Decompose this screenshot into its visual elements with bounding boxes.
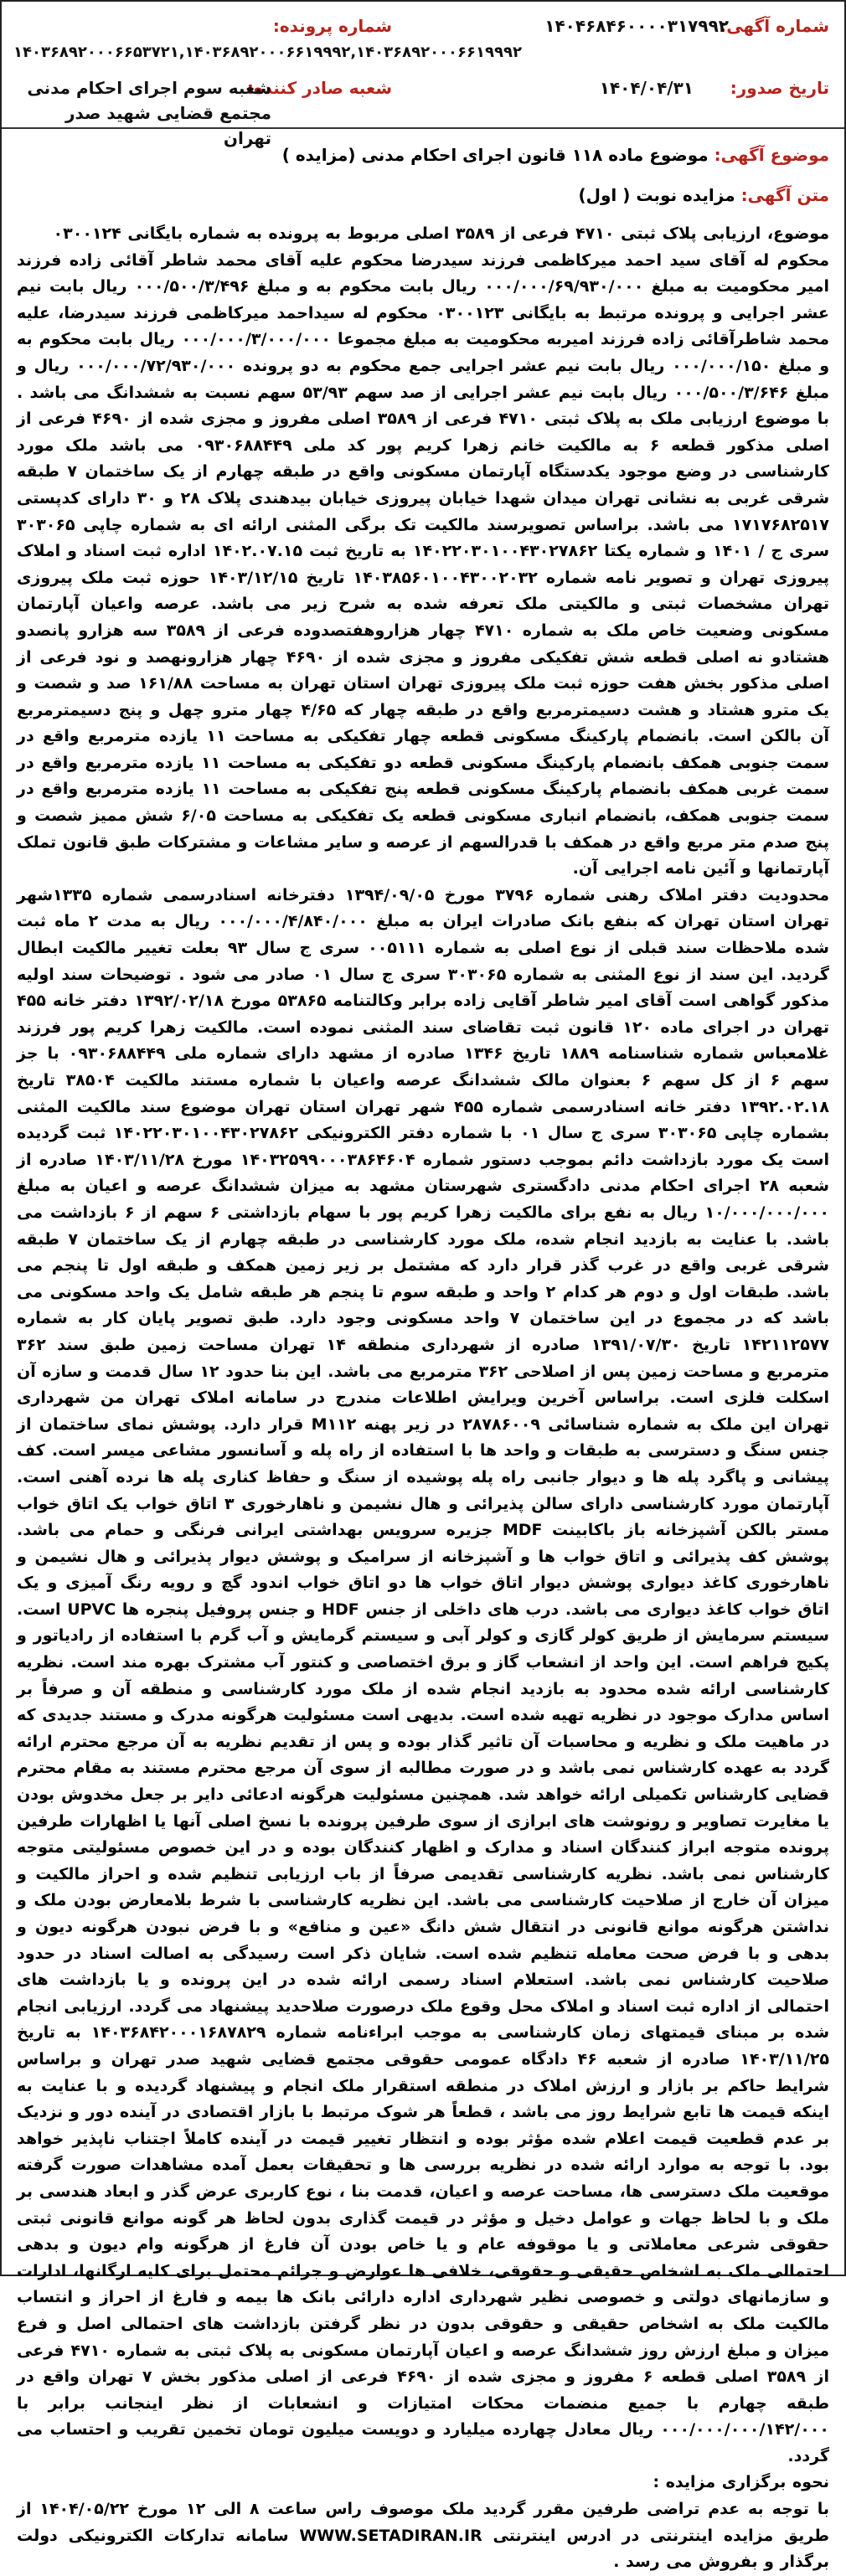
issue-date-value: ۱۴۰۴/۰۴/۳۱ bbox=[599, 78, 694, 98]
issue-date-label: تاریخ صدور: bbox=[730, 78, 829, 98]
subject-line bbox=[17, 141, 829, 169]
body-paragraph-judgment: محکوم له آقای سید احمد میرکاظمی فرزند سیدرضا محکوم علیه آقای محمد شاطر آقائی زاده فرزند امیر محکومیت به مبلغ ۰۰۰/۰۰۰/۶۹/۹۳۰/۰۰۰ ریال بابت محکوم به و مبلغ ۰۰۰/۵۰۰/۳/۴۹۶ ریال بابت نیم عشر اجرایی و پرونده مرتبط به بایگانی ۰۳۰۰۱۲۳ محکوم له سیداحمد میرکاظمی فرزند سیدرضا، علیه محمد شاطرآقائی زاده فرزند امیربه محکومیت به مبلغ مجموعا ۰۰۰/۰۰۰/۳/۰۰۰/۰۰۰ ریال بابت محکوم به و مبلغ ۰۰۰/۰۰۰/۱۵۰ ریال بابت نیم عشر اجرایی جمع محکوم به دو پرونده ۰۰۰/۰۰۰/۷۲/۹۳۰/۰۰۰ ریال و مبلغ ۰۰۰/۵۰۰/۳/۶۴۶ ریال بابت نیم عشر اجرایی از صد سهم ۵۳/۹۳ سهم نسبت به ششدانگ می باشد . با موضوع ارزیابی ملک به پلاک ثبتی ۴۷۱۰ فرعی از ۳۵۸۹ اصلی مفروز و مجزی شده از ۴۶۹۰ فرعی از اصلی مذکور قطعه ۶ به مالکیت خانم زهرا کریم پور کد ملی ۰۹۳۰۶۸۸۴۴۹ می باشد ملک مورد کارشناسی در وضع موجود یکدستگاه آپارتمان مسکونی واقع در طبقه چهارم از یک ساختمان ۷ طبقه شرقی غربی به نشانی تهران میدان شهدا خیابان پیروزی خیابان بیدهندی پلاک ۲۸ و ۳۰ دارای کدپستی ۱۷۱۷۶۸۲۵۱۷ می باشد. براساس تصویرسند مالکیت تک برگی المثنی ارائه ای به شماره چاپی ۳۰۳۰۶۵ سری ج / ۱۴۰۱ و شماره یکتا ۱۴۰۲۲۰۳۰۱۰۰۴۳۰۲۷۸۶۲ به تاریخ ثبت ۱۴۰۲.۰۷.۱۵ اداره ثبت اسناد و املاک پیروزی تهران و تصویر نامه شماره ۱۴۰۳۸۵۶۰۱۰۰۴۳۰۰۲۰۳۲ تاریخ ۱۴۰۳/۱۲/۱۵ حوزه ثبت ملک پیروزی تهران مشخصات ثبتی و مالکیتی ملک تعرفه شده به شرح زیر می باشد. عرصه واعیان آپارتمان مسکونی وضعیت خاص ملک به شماره ۴۷۱۰ چهار هزاروهفتصدوده فرعی از ۳۵۸۹ سه هزارو پانصدو هشتادو نه اصلی قطعه شش تفکیکی مفروز و مجزی شده از ۴۶۹۰ چهار هزارونهصد و نود فرعی از اصلی مذکور بخش هفت حوزه ثبت ملک پیروزی تهران استان تهران به مساحت ۱۶۱/۸۸ صد و شصت و یک مترو هشتاد و هشت دسیمترمربع واقع در طبقه چهار که ۴/۶۵ چهار مترو چهل و پنج دسیمترمربع آن بالکن است. بانضمام پارکینگ مسکونی قطعه چهار تفکیکی به مساحت ۱۱ یازده مترمربع واقع در سمت جنوبی همکف بانضمام پارکینگ مسکونی قطعه دو تفکیکی به مساحت ۱۱ یازده مترمربع واقع در سمت غربی همکف بانضمام پارکینگ مسکونی قطعه پنج تفکیکی به مساحت ۱۱ یازده مترمربع واقع در سمت جنوبی همکف، بانضمام انباری مسکونی قطعه یک تفکیکی به مساحت ۶/۰۵ شش ممیز شصت و پنج صدم متر مربع واقع در همکف با قدرالسهم از عرصه و سایر مشاعات و مشترکات طبق قانون تملک آپارتمانها و آئین نامه اجرایی آن. bbox=[17, 250, 830, 878]
ad-number-value: ۱۴۰۴۶۸۴۶۰۰۰۰۳۱۷۹۹۲ bbox=[544, 16, 729, 36]
case-number-value: ۱۴۰۳۶۸۹۲۰۰۰۶۶۵۳۷۲۱,۱۴۰۳۶۸۹۲۰۰۰۶۶۱۹۹۹۲,۱۴۰۳۶۸۹۲۰۰۰۶۶۱۹۹۹۲ bbox=[13, 44, 522, 61]
issuing-branch-label: شعبه صادر کننده: bbox=[246, 78, 392, 98]
case-number-label: شماره پرونده: bbox=[272, 16, 392, 36]
auction-method-title: نحوه برگزاری مزایده : bbox=[653, 2473, 829, 2492]
body-paragraph-assessment: محدودیت دفتر املاک رهنی شماره ۳۷۹۶ مورخ ۱۳۹۴/۰۹/۰۵ دفترخانه اسنادرسمی شماره ۱۳۳۵شهر تهران استان تهران که بنفع بانک صادرات ایران به مبلغ ۰۰۰/۰۰۰/۴/۸۴۰/۰۰۰ ریال به مدت ۲ ماه ثبت شده ملاحظات سند قبلی از نوع اصلی به شماره ۰۰۵۱۱۱ سری ج سال ۹۳ بعلت تغییر مالکیت ابطال گردید. این سند از نوع المثنی به شماره ۳۰۳۰۶۵ سری ج سال ۰۱ صادر می شود . توضیحات سند اولیه مذکور گواهی است آقای امیر شاطر آقایی زاده برابر وکالتنامه ۵۳۸۶۵ مورخ ۱۳۹۲/۰۲/۱۸ دفتر خانه ۴۵۵ تهران در اجرای ماده ۱۲۰ قانون ثبت تقاضای سند المثنی نموده است. مالکیت زهرا کریم پور فرزند غلامعباس شماره شناسنامه ۱۸۸۹ تاریخ ۱۳۴۶ صادره از مشهد دارای شماره ملی ۰۹۳۰۶۸۸۴۴۹ با جز سهم ۶ از کل سهم ۶ بعنوان مالک ششدانگ عرصه واعیان با شماره مستند مالکیت ۳۸۵۰۴ تاریخ ۱۳۹۲.۰۲.۱۸ دفتر خانه اسنادرسمی شماره ۴۵۵ شهر تهران استان تهران موضوع سند مالکیت المثنی بشماره چاپی ۳۰۳۰۶۵ سری ج سال ۰۱ با شماره دفتر الکترونیکی ۱۴۰۲۲۰۳۰۱۰۰۴۳۰۲۷۸۶۲ ثبت گردیده است یک مورد بازداشت دائم بموجب دستور شماره ۱۴۰۳۲۵۹۹۰۰۰۳۸۶۴۶۰۴ مورخ ۱۴۰۳/۱۱/۲۸ صادره از شعبه ۲۸ اجرای احکام مدنی دادگستری شهرستان مشهد به میزان ششدانگ عرصه و اعیان به مبلغ ۱۰/۰۰۰/۰۰۰/۰۰۰ ریال به نفع برای مالکیت زهرا کریم پور با سهام بازداشتی ۶ سهم از ۶ بازداشت می باشد. با عنایت به بازدید انجام شده، ملک مورد کارشناسی در طبقه چهارم از یک ساختمان ۷ طبقه شرقی غربی واقع در غرب گذر قرار دارد که مشتمل بر زیر زمین همکف و طبقه اول تا پنجم می باشد. طبقات اول و دوم هر کدام ۲ واحد و طبقه سوم تا پنجم هر طبقه شامل یک واحد مسکونی می باشد که در مجموع در این ساختمان ۷ واحد مسکونی وجود دارد. طبق تصویر پایان کار به شماره ۱۴۲۱۱۲۵۷۷ تاریخ ۱۳۹۱/۰۷/۳۰ صادره از شهرداری منطقه ۱۴ تهران مساحت زمین طبق سند ۳۶۲ مترمربع و مساحت زمین پس از اصلاحی ۳۶۲ مترمربع می باشد. این بنا حدود ۱۲ سال قدمت و سازه آن اسکلت فلزی است. براساس آخرین ویرایش اطلاعات مندرج در سامانه املاک تهران من شهرداری تهران این ملک به شماره شناسائی ۲۸۷۸۶۰۰۹ در زیر پهنه M۱۱۲ قرار دارد. پوشش نمای ساختمان از جنس سنگ و دسترسی به طبقات و واحد ها با استفاده از راه پله و آسانسور مشاعی میسر است. کف پیشانی و پاگرد پله ها و دیوار جانبی راه پله پوشیده از سنگ و حفاظ کناری پله ها نرده آهنی است. آپارتمان مورد کارشناسی دارای سالن پذیرائی و هال نشیمن و ناهارخوری ۳ اتاق خواب یک اتاق خواب مستر بالکن آشپزخانه باز باکابینت MDF جزیره سرویس بهداشتی ایرانی فرنگی و حمام می باشد. پوشش کف پذیرائی و اتاق خواب ها و آشپزخانه از سرامیک و پوشش دیوار پذیرائی و هال نشیمن و ناهارخوری کاغذ دیواری پوشش دیوار اتاق خواب ها دو اتاق خواب اندود گچ و رویه رنگ آمیزی و یک اتاق خواب کاغذ دیواری می باشد. درب های داخلی از جنس HDF و جنس پروفیل پنجره ها UPVC است. سیستم سرمایش از طریق کولر گازی و کولر آبی و سیستم گرمایش و آب گرم با استفاده از رادیاتور و پکیج فراهم است. این واحد از انشعاب گاز و برق اختصاصی و کنتور آب مشترک بهره مند است. نظریه کارشناسی ارائه شده محدود به بازدید انجام شده از ملک مورد کارشناسی و منطقه آن و صرفاً بر اساس مدارک موجود در نظریه تهیه شده است. بدیهی است مسئولیت هرگونه مدرک و مستند جدیدی که در ماهیت ملک و نظریه و محاسبات آن تاثیر گذار بوده و پس از تقدیم نظریه به آن مرجع محترم ارائه گردد به عهده کارشناس نمی باشد و در صورت مطالبه از سوی آن مرجع محترم مستند به مقام محترم قضایی کارشناس تکمیلی ارائه خواهد شد. همچنین مسئولیت هرگونه ادعائی دایر بر جعل مخدوش بودن یا مغایرت تصاویر و رونوشت های ابرازی از سوی طرفین پرونده با نسخ اصلی آنها یا اظهارات طرفین پرونده متوجه ابراز کنندگان اسناد و مدارک و اظهار کنندگان بوده و در این خصوص مسئولیتی متوجه کارشناس نمی باشد. نظریه کارشناسی تقدیمی صرفاً از باب ارزیابی تنظیم شده و احراز مالکیت و میزان آن خارج از صلاحیت کارشناسی می باشد. این نظریه کارشناسی با شرط بلامعارض بودن ملک و نداشتن هرگونه موانع قانونی در انتقال شش دانگ «عین و منافع» و با فرض نبودن هرگونه دیون و بدهی و با فرض صحت معامله تنظیم شده است. شایان ذکر است رسیدگی به اصالت اسناد در حدود صلاحیت کارشناس نمی باشد. استعلام اسناد رسمی ارائه شده در این پرونده و یا بازداشت های احتمالی از اداره ثبت اسناد و املاک محل وقوع ملک درصورت صلاحدید پیشنهاد می گردد. ارزیابی انجام شده بر مبنای قیمتهای زمان کارشناسی به موجب ابراءنامه شماره ۱۴۰۳۶۸۴۲۰۰۰۱۶۸۷۸۲۹ به تاریخ ۱۴۰۳/۱۱/۲۵ صادره از شعبه ۴۶ دادگاه عمومی حقوقی مجتمع قضایی شهید صدر تهران و براساس شرایط حاکم بر بازار و ارزش املاک در منطقه استقرار ملک انجام و پیشنهاد گردیده و با عنایت به اینکه قیمت ها تابع شرایط روز می باشد ، قطعاً هر شوک مرتبط با بازار اقتصادی در آینده دور و نزدیک بر عدم قطعیت قیمت اعلام شده مؤثر بوده و انتظار تغییر قیمت در آینده کاملاً اجتناب ناپذیر خواهد بود. با توجه به موارد ارائه شده در نظریه بررسی ها و تحقیقات بعمل آمده مشاهدات صورت گرفته موقعیت ملک دسترسی ها، مساحت عرصه و اعیان، قدمت بنا ، نوع کاربری عرض گذر و ابعاد هندسی بر ملک و با لحاظ جهات و عوامل دخیل و مؤثر در قیمت گذاری بدون لحاظ هر گونه موانع قانونی ثبتی حقوقی شرعی معاملاتی و یا موقوفه عام و یا خاص بودن آن فارغ از هرگونه وام دیون و بدهی احتمالی ملک به اشخاص حقیقی و حقوقی، خلافی ها عوارض و جرائم محتمل برای کلیه ارگانها، ادارات و سازمانهای دولتی و خصوصی نظیر شهرداری اداره دارائی بانک ها بیمه و فارغ از احراز و انتساب مالکیت ملک به اشخاص حقیقی و حقوقی بدون در نظر گرفتن بازداشت های احتمالی اصل و فرع میزان و مبلغ ارزش روز ششدانگ عرصه و اعیان آپارتمان مسکونی به پلاک ثبتی به شماره ۴۷۱۰ فرعی از ۳۵۸۹ اصلی قطعه ۶ مفروز و مجزی شده از ۴۶۹۰ فرعی از اصلی مذکور بخش ۷ تهران واقع در طبقه چهارم با جمیع منضمات محکات امتیازات و انشعابات از نظر اینجانب برابر با ۰۰۰/۰۰۰/۰۰۰/۱۴۲/۰۰۰ ریال معادل چهارده میلیارد و دویست میلیون تومان تخمین تقریب و احتساب می گردد. bbox=[17, 885, 830, 2465]
notice-body bbox=[17, 221, 829, 2576]
ad-number-label: شماره آگهی: bbox=[720, 16, 829, 36]
issuing-branch-value: شعبه سوم اجرای احکام مدنی مجتمع قضایی شهید صدر تهران bbox=[27, 78, 271, 148]
text-value: مزایده نوبت ( اول) bbox=[578, 185, 735, 205]
subject-value: موضوع ماده ۱۱۸ قانون اجرای احکام مدنی (مزایده ) bbox=[281, 145, 709, 165]
text-line bbox=[17, 181, 829, 209]
header-divider bbox=[2, 127, 844, 129]
subject-label: موضوع آگهی: bbox=[714, 145, 829, 165]
body-paragraph-subject: موضوع، ارزیابی پلاک ثبتی ۴۷۱۰ فرعی از ۳۵۸۹ اصلی مربوط به پرونده به شماره بایگانی ۰۳۰۰۱۲۴ bbox=[53, 224, 829, 243]
notice-header bbox=[2, 2, 844, 148]
body-paragraph-auction: با توجه به عدم تراضی طرفین مقرر گردید ملک موصوف راس ساعت ۸ الی ۱۲ مورخ ۱۴۰۴/۰۵/۲۲ از طریق مزایده اینترنتی در ادرس اینترنتی WWW.SETADIRAN.IR سامانه تدارکات الکترونیکی دولت برگذار و بفروش می رسد . bbox=[17, 2500, 829, 2572]
text-label: متن آگهی: bbox=[740, 185, 829, 205]
